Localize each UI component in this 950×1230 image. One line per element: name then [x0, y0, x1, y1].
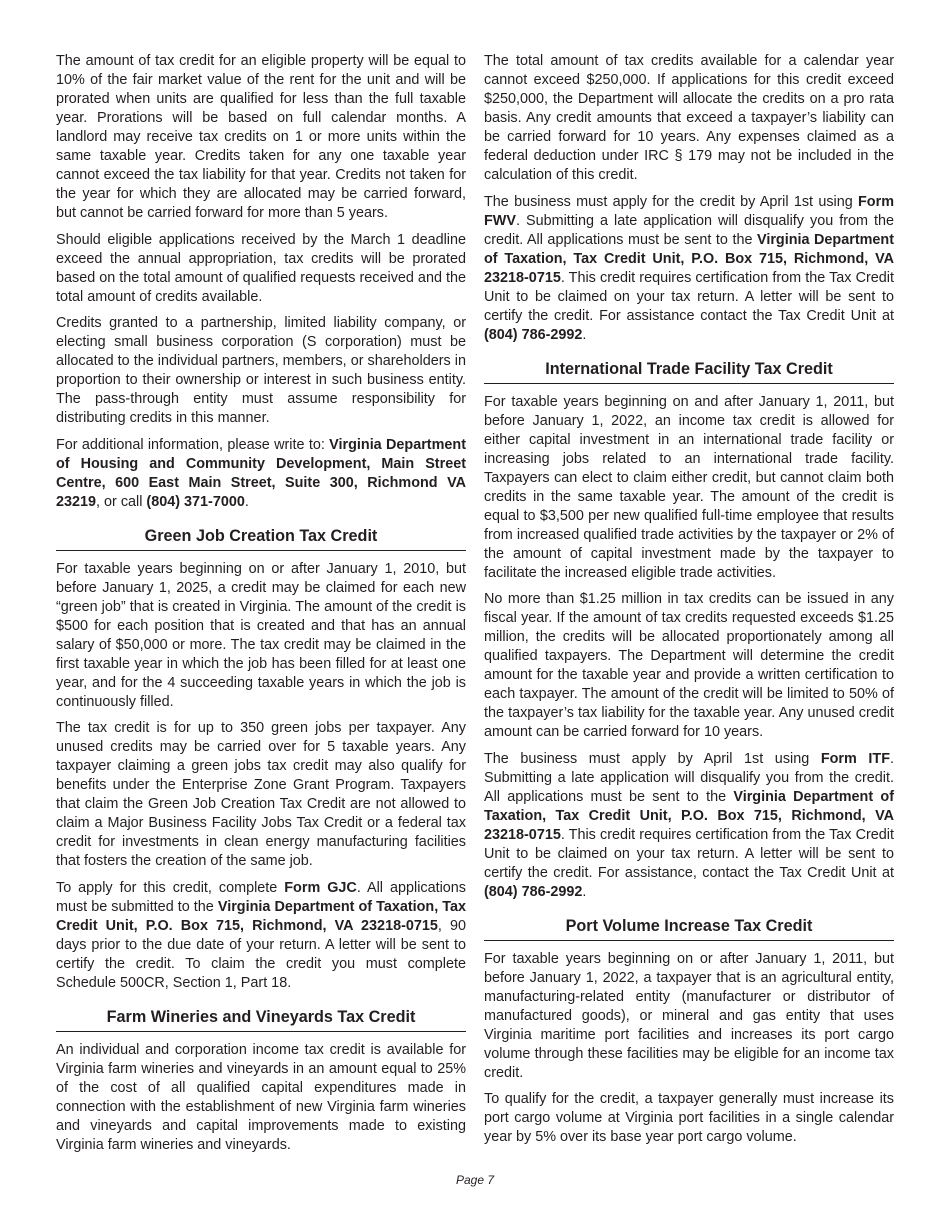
text-span: . — [244, 493, 249, 510]
tax-dept-address: Virginia Department of Taxation, Tax Credit Unit, P.O. Box 715, Richmond, VA 23218-0715 — [484, 231, 894, 286]
farm-wineries-apply-paragraph — [484, 193, 894, 345]
proration-paragraph: Should eligible applications received by the March 1 deadline exceed the annual appropriation, tax credits will be prorated based on the total amount of qualified requests received and the total amount of credits available. — [56, 231, 466, 305]
farm-wineries-paragraph-1: An individual and corporation income tax credit is available for Virginia farm wineries and vineyards in an amount equal to 25% of the cost of all qualified capital expenditures made in connection with the establishment of new Virginia farm wineries and vineyards and capital improvements made to existing Virginia farm wineries and vineyards. — [56, 1041, 466, 1153]
intl-trade-paragraph-2: No more than $1.25 million in tax credits can be issued in any fiscal year. If the amount of tax credits requested exceeds $1.25 million, the credits will be allocated proportionately among all qualified taxpayers. The Department will determine the credit amount for the taxable year and provide a written certification to each taxpayer. The amount of the credit will be limited to 50% of the taxpayer’s tax liability for the taxable year. Any unused credit amount can be carried forward for 10 years. — [484, 591, 894, 740]
text-span: . — [582, 326, 587, 343]
farm-wineries-limit-paragraph: The total amount of tax credits available for a calendar year cannot exceed $250,000. If applications for this credit exceed $250,000, the Department will allocate the credits on a pro rata basis. Any credit amounts that exceed a taxpayer’s liability can be carried forward for 10 years. Any expenses claimed as a federal deduction under IRC § 179 may not be included in the calculation of this credit. — [484, 53, 894, 183]
text-span: . Submitting a late application will disqualify you from the credit. All applications must be sent to the — [484, 212, 894, 248]
form-itf: Form ITF — [820, 750, 890, 767]
form-gjc: Form GJC — [284, 879, 357, 896]
intl-trade-paragraph-1: For taxable years beginning on and after January 1, 2011, but before January 1, 2022, an income tax credit is allowed for either capital investment in an international trade facility or increasing jobs related to an international trade facility. Taxpayers can elect to claim either credit, but cannot claim both credits in the same taxable year. The amount of the credit is equal to $3,500 per new qualified full-time employee that results from increased qualified trade activities by the taxpayer or 2% of the amount of capital investment made by the taxpayer to facilitate the increased eligible trade activities. — [484, 393, 894, 581]
tax-dept-address: Virginia Department of Taxation, Tax Credit Unit, P.O. Box 715, Richmond, VA 23218-0715 — [484, 788, 894, 843]
page-number: Page 7 — [455, 1173, 495, 1187]
intl-trade-heading: International Trade Facility Tax Credit — [484, 359, 894, 384]
housing-contact-paragraph — [56, 436, 466, 512]
housing-dept-address: Virginia Department of Housing and Community Development, Main Street Centre, 600 East Main Street, Suite 300, Richmond VA 23219 — [56, 436, 466, 510]
text-span: . This credit requires certification from the Tax Credit Unit to be claimed on your tax return. A letter will be sent to certify the credit. For assistance contact the Tax Credit Unit at — [484, 269, 894, 324]
rent-credit-paragraph: The amount of tax credit for an eligible property will be equal to 10% of the fair market value of the rent for the unit and will be prorated when units are qualified for less than the full taxable year. Prorations will be based on full calendar months. A landlord may receive tax credits on 1 or more units within the same taxable year. Credits taken for any one taxable year cannot exceed the tax liability for that year. Credits not taken for the year for which they are allocated may be carried forward, but cannot be carried forward for more than 5 years. — [56, 53, 466, 221]
farm-wineries-heading: Farm Wineries and Vineyards Tax Credit — [56, 1007, 466, 1032]
text-span: The business must apply for the credit by April 1st using — [484, 193, 859, 210]
text-span: . This credit requires certification from the Tax Credit Unit to be claimed on your tax return. A letter will be sent to certify the credit. For assistance, contact the Tax Credit Unit at — [484, 826, 894, 881]
tax-dept-address: Virginia Department of Taxation, Tax Credit Unit, P.O. Box 715, Richmond, VA 23218-0715 — [56, 898, 466, 934]
text-span: , 90 days prior to the due date of your return. A letter will be sent to certify the credit. To claim the credit you must complete Schedule 500CR, Section 1, Part 18. — [56, 917, 466, 991]
green-job-paragraph-2: The tax credit is for up to 350 green jobs per taxpayer. Any unused credits may be carried over for 5 taxable years. Any taxpayer claiming a green jobs tax credit may also qualify for benefits under the Enterprise Zone Grant Program. Taxpayers that claim the Green Job Creation Tax Credit are not allowed to claim a Major Business Facility Jobs Tax Credit or a federal tax credit for investments in clean energy manufacturing facilities that fosters the creation of the same job. — [56, 720, 466, 869]
green-job-heading: Green Job Creation Tax Credit — [56, 526, 466, 551]
text-span: The business must apply by April 1st using — [484, 750, 821, 767]
tax-credit-unit-phone: (804) 786-2992 — [484, 883, 583, 900]
green-job-paragraph-3 — [56, 879, 466, 993]
text-span: . All applications must be submitted to the — [56, 879, 466, 915]
text-span: . Submitting a late application will disqualify you from the credit. All applications must be sent to the — [484, 750, 894, 805]
green-job-paragraph-1: For taxable years beginning on or after January 1, 2010, but before January 1, 2025, a credit may be claimed for each new “green job” that is created in Virginia. The amount of the credit is $500 for each position that is created and that has an annual salary of $50,000 or more. The tax credit may be claimed in the first taxable year in which the job has been filled for at least one year, and for the 4 succeeding taxable years in which the job is continuously filled. — [56, 560, 466, 710]
text-span: For additional information, please write to: — [56, 436, 330, 453]
port-volume-paragraph-2: To qualify for the credit, a taxpayer generally must increase its port cargo volume at Virginia port facilities in a single calendar year by 5% over its base year port cargo volume. — [484, 1091, 894, 1145]
port-volume-paragraph-1: For taxable years beginning on or after January 1, 2011, but before January 1, 2022, a taxpayer that is an agricultural entity, manufacturing-related entity (manufacturer or distributor of manufactured goods), or mineral and gas entity that uses Virginia maritime port facilities and increases its port cargo volume through these facilities may be eligible for an income tax credit. — [484, 950, 894, 1081]
pass-through-paragraph: Credits granted to a partnership, limited liability company, or electing small business corporation (S corporation) must be allocated to the individual partners, members, or shareholders in proportion to their ownership or interest in such business entity. The pass-through entity must assume responsibility for distributing credits in this manner. — [56, 315, 466, 426]
text-span: To apply for this credit, complete — [56, 879, 285, 896]
port-volume-heading: Port Volume Increase Tax Credit — [484, 916, 894, 941]
housing-phone: (804) 371-7000 — [146, 493, 245, 510]
intl-trade-paragraph-3 — [484, 750, 894, 902]
left-column — [56, 52, 466, 1155]
tax-credit-unit-phone: (804) 786-2992 — [484, 326, 583, 343]
text-span: . — [582, 883, 587, 900]
text-span: , or call — [96, 493, 147, 510]
form-fwv: Form FWV — [484, 193, 894, 229]
right-column — [484, 52, 894, 1147]
